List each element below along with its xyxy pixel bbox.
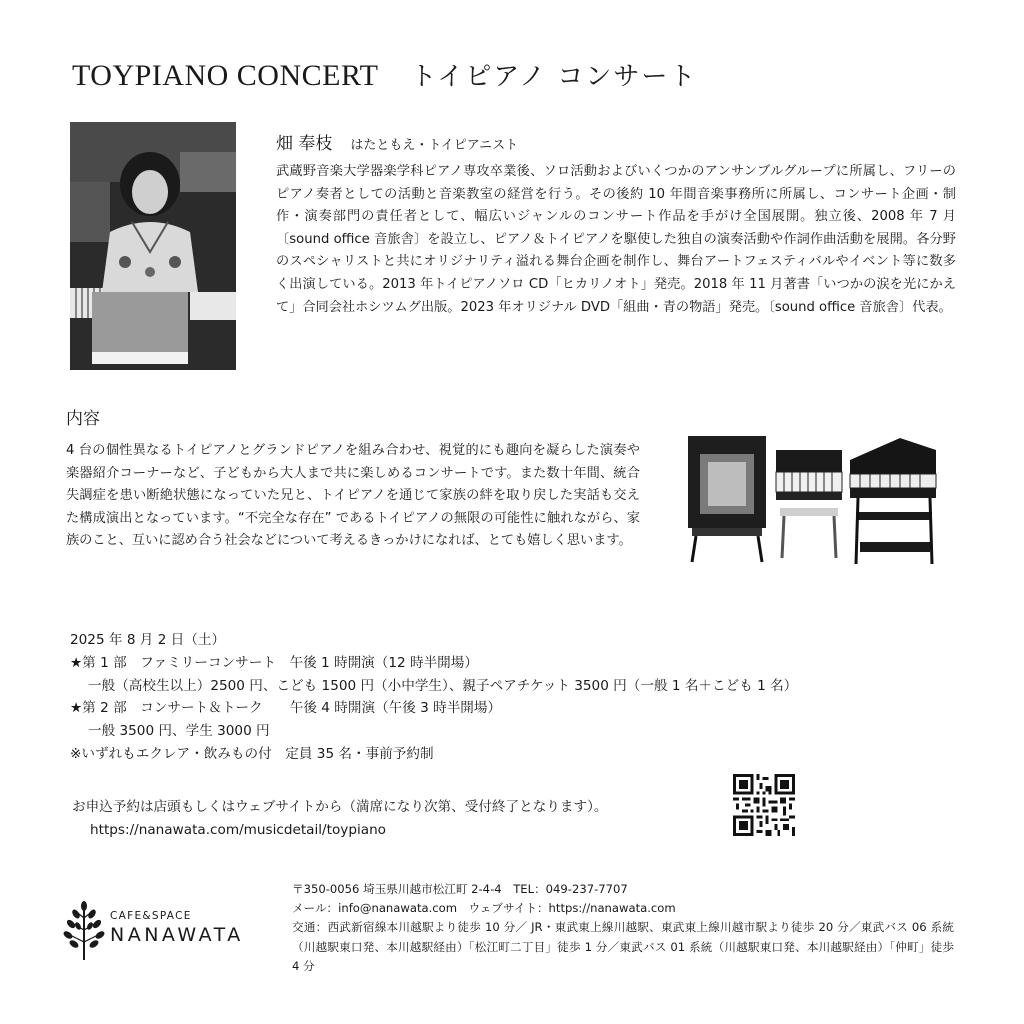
footer-contact: メール：info@nanawata.com ウェブサイト：https://nanawata.com (292, 901, 676, 916)
footer-info (292, 880, 954, 976)
qr-code[interactable] (733, 774, 795, 836)
part2-info: ★第 2 部 コンサート＆トーク 午後 4 時開演（午後 3 時半開場） (70, 700, 502, 717)
tree-icon (62, 900, 106, 962)
apply-section (72, 796, 607, 842)
page-title (72, 56, 697, 93)
title-ja: トイピアノ コンサート (410, 62, 698, 92)
part2-price: 一般 3500 円、学生 3000 円 (88, 723, 270, 740)
artist-photo (70, 122, 236, 370)
artist-name: 畑 奉枝 (276, 134, 333, 154)
toy-pianos-photo (680, 430, 942, 570)
content-text: 4 台の個性異なるトイピアノとグランドピアノを組み合わせ、視覚的にも趣向を凝らした演奏や楽器紹介コーナーなど、子どもから大人まで共に楽しめるコンサートです。また数十年間、統合失調症を患い断絶状態になっていた兄と、トイピアノを通じて家族の絆を取り戻した実話も交えた構成演出となっています。“不完全な存在” であるトイピアノの無限の可能性に触れながら、家族のこと、互いに認め合う社会などについて考えるきっかけになれば、とても嬉しく思います。 (66, 443, 640, 549)
artist-bio: 武蔵野音楽大学器楽学科ピアノ専攻卒業後、ソロ活動およびいくつかのアンサンブルグループに所属し、フリーのピアノ奏者としての活動と音楽教室の経営を行う。その後約 10 年間音楽事務所に所属し、コンサート企画・制作・演奏部門の責任者として、幅広いジャンルのコンサート作品を手がけ全国展開。独立後、2008 年 7 月〔sound office 音旅舎〕を設立し、ピアノ＆トイピアノを駆使した独自の演奏活動や作詞作曲活動を展開。各分野のスペシャリストと共にオリジナリティ溢れる舞台企画を制作し、舞台アートフェスティバルやイベント等に数多く出演している。2013 年トイピアノソロ CD「ヒカリノオト」発売。2018 年 11 月著書「いつかの涙を光にかえて」合同会社ホシツムグ出版。2023 年オリジナル DVD「組曲・青の物語」発売。〔sound office 音旅舎〕代表。 (276, 164, 956, 315)
apply-text: お申込予約は店頭もしくはウェブサイトから（満席になり次第、受付終了となります）。 (72, 799, 608, 815)
content-heading: 内容 (66, 409, 100, 429)
nanawata-logo (62, 900, 262, 966)
artist-heading (276, 129, 518, 154)
part1-price: 一般（高校生以上）2500 円、こども 1500 円（小中学生）、親子ペアチケット 3500 円（一般 1 名＋こども 1 名） (88, 677, 798, 694)
title-en: TOYPIANO CONCERT (72, 59, 379, 92)
apply-url-link[interactable]: https://nanawata.com/musicdetail/toypiano (90, 821, 386, 838)
part1-info: ★第 1 部 ファミリーコンサート 午後 1 時開演（12 時半開場） (70, 654, 478, 671)
logo-name: NANAWATA (110, 924, 244, 946)
logo-subtitle: CAFE&SPACE (110, 910, 192, 922)
artist-role: はたともえ・トイピアニスト (350, 138, 519, 153)
footer-access: 交通：西武新宿線本川越駅より徒歩 10 分／ JR・東武東上線川越駅、東武東上線川越市駅より徒歩 20 分／東武バス 06 系統（川越駅東口発、本川越駅経由）「松江町二丁目」徒歩 1 分／東武バス 01 系統（川越駅東口発、本川越駅経由）「仲町」徒歩 4 分 (292, 920, 954, 973)
logo-text (110, 910, 244, 946)
schedule (70, 629, 950, 766)
footer-address: 〒350-0056 埼玉県川越市松江町 2-4-4 TEL：049-237-7707 (292, 882, 628, 896)
event-date: 2025 年 8 月 2 日（土） (70, 632, 226, 648)
schedule-note: ※いずれもエクレア・飲みもの付 定員 35 名・事前予約制 (70, 745, 434, 762)
